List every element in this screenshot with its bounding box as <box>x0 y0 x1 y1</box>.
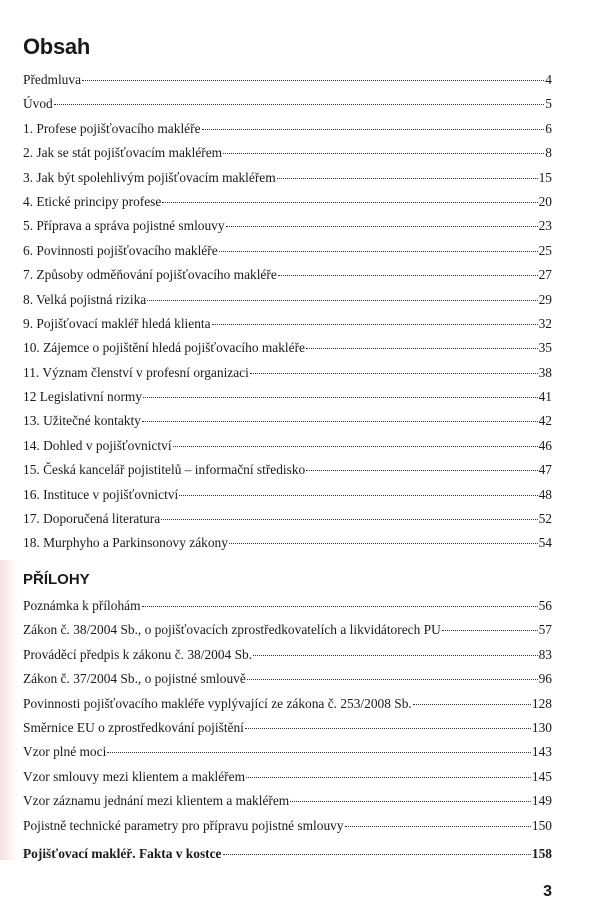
toc-entry-label: Vzor záznamu jednání mezi klientem a makléřem <box>23 793 290 809</box>
toc-entry-page: 23 <box>538 218 552 234</box>
summary-block <box>23 846 552 870</box>
toc-entry-label: 9. Pojišťovací makléř hledá klienta <box>23 315 211 331</box>
toc-entry-label: 15. Česká kancelář pojistitelů – informační středisko <box>23 462 306 478</box>
toc-entry[interactable] <box>23 292 552 316</box>
page-number: 3 <box>543 883 552 900</box>
toc-entry[interactable] <box>23 316 552 340</box>
toc-entry-summary[interactable] <box>23 846 552 870</box>
dot-leader <box>143 397 538 398</box>
dot-leader <box>142 421 538 422</box>
toc-entry-page: 41 <box>538 389 552 405</box>
toc-entry-label: Zákon č. 37/2004 Sb., o pojistné smlouvě <box>23 671 246 687</box>
dot-leader <box>162 202 537 203</box>
toc-entry[interactable] <box>23 121 552 145</box>
toc-entry-page: 5 <box>545 96 552 112</box>
toc-entry-label: 18. Murphyho a Parkinsonovy zákony <box>23 535 228 551</box>
toc-entry-label: Prováděcí předpis k zákonu č. 38/2004 Sb. <box>23 646 253 662</box>
dot-leader <box>246 777 531 778</box>
toc-entry-label: 16. Instituce v pojišťovnictví <box>23 486 179 502</box>
dot-leader <box>245 728 531 729</box>
toc-entry-page: 56 <box>538 598 552 613</box>
toc-entry-label: 17. Doporučená literatura <box>23 511 161 527</box>
dot-leader <box>179 495 537 496</box>
toc-entry[interactable] <box>23 72 552 96</box>
toc-entry-page: 46 <box>538 437 552 453</box>
toc-entry-label: 3. Jak být spolehlivým pojišťovacím makléřem <box>23 169 276 185</box>
page-title: Obsah <box>23 34 90 59</box>
toc-entry[interactable] <box>23 793 552 817</box>
table-of-contents <box>23 72 552 560</box>
toc-entry-page: 83 <box>538 646 552 662</box>
toc-entry[interactable] <box>23 511 552 535</box>
toc-entry-label: 11. Význam členství v profesní organizaci <box>23 364 249 380</box>
dot-leader <box>54 104 545 105</box>
toc-entry-page: 145 <box>531 768 552 784</box>
dot-leader <box>223 854 531 855</box>
dot-leader <box>290 801 531 802</box>
dot-leader <box>202 129 545 130</box>
toc-entry-page: 15 <box>538 169 552 185</box>
dot-leader <box>442 630 538 631</box>
toc-entry[interactable] <box>23 145 552 169</box>
dot-leader <box>278 275 538 276</box>
dot-leader <box>345 826 531 827</box>
toc-entry-page: 158 <box>531 846 552 861</box>
dot-leader <box>147 300 537 301</box>
dot-leader <box>223 153 544 154</box>
toc-entry[interactable] <box>23 720 552 744</box>
toc-entry-page: 128 <box>531 695 552 711</box>
toc-entry-page: 32 <box>538 315 552 331</box>
toc-entry[interactable] <box>23 340 552 364</box>
toc-entry-label: Směrnice EU o zprostředkování pojištění <box>23 719 244 735</box>
toc-entry-page: 42 <box>538 413 552 429</box>
toc-entry[interactable] <box>23 389 552 413</box>
toc-entry[interactable] <box>23 696 552 720</box>
toc-entry-page: 150 <box>531 817 552 833</box>
toc-entry[interactable] <box>23 413 552 437</box>
dot-leader <box>247 679 538 680</box>
toc-entry-page: 52 <box>538 511 552 527</box>
dot-leader <box>173 446 538 447</box>
dot-leader <box>82 80 544 81</box>
toc-entry[interactable] <box>23 365 552 389</box>
toc-entry-label: 5. Příprava a správa pojistné smlouvy <box>23 218 225 234</box>
toc-entry[interactable] <box>23 243 552 267</box>
toc-entry-label: 10. Zájemce o pojištění hledá pojišťovacího makléře <box>23 340 306 356</box>
toc-entry-label: Předmluva <box>23 72 82 87</box>
toc-entry[interactable] <box>23 535 552 559</box>
dot-leader <box>413 704 531 705</box>
toc-entry-label: Vzor plné moci <box>23 744 107 760</box>
toc-entry-label: 4. Etické principy profese <box>23 193 162 209</box>
toc-entry-label: Poznámka k přílohám <box>23 598 141 613</box>
toc-entry-label: 6. Povinnosti pojišťovacího makléře <box>23 242 218 258</box>
toc-entry-label: 8. Velká pojistná rizika <box>23 291 147 307</box>
toc-entry[interactable] <box>23 769 552 793</box>
toc-entry[interactable] <box>23 438 552 462</box>
toc-entry-page: 8 <box>545 145 552 161</box>
toc-entry-label: Pojišťovací makléř. Fakta v kostce <box>23 846 222 861</box>
toc-entry[interactable] <box>23 96 552 120</box>
toc-entry-label: Vzor smlouvy mezi klientem a makléřem <box>23 768 245 784</box>
toc-entry-page: 149 <box>531 793 552 809</box>
toc-entry[interactable] <box>23 671 552 695</box>
toc-entry-page: 35 <box>538 340 552 356</box>
dot-leader <box>226 226 538 227</box>
dot-leader <box>107 752 531 753</box>
toc-entry-label: Zákon č. 38/2004 Sb., o pojišťovacích zprostředkovatelích a likvidátorech PU <box>23 622 441 638</box>
dot-leader <box>253 655 538 656</box>
toc-entry-page: 57 <box>538 622 552 638</box>
toc-entry[interactable] <box>23 744 552 768</box>
toc-entry[interactable] <box>23 622 552 646</box>
toc-entry-label: Pojistně technické parametry pro přípravu pojistné smlouvy <box>23 817 344 833</box>
toc-entry-page: 143 <box>531 744 552 760</box>
appendix-heading: PŘÍLOHY <box>23 571 90 588</box>
toc-entry-page: 130 <box>531 719 552 735</box>
dot-leader <box>250 373 538 374</box>
dot-leader <box>229 543 538 544</box>
dot-leader <box>142 606 538 607</box>
toc-entry-page: 6 <box>545 120 552 136</box>
toc-entry[interactable] <box>23 647 552 671</box>
toc-entry[interactable] <box>23 462 552 486</box>
toc-entry-label: 7. Způsoby odměňování pojišťovacího makléře <box>23 267 277 283</box>
page-edge-tint <box>0 560 18 860</box>
dot-leader <box>212 324 538 325</box>
toc-entry-label: 12 Legislativní normy <box>23 389 143 405</box>
toc-entry-label: 13. Užitečné kontakty <box>23 413 141 429</box>
toc-entry-page: 27 <box>538 267 552 283</box>
toc-entry[interactable] <box>23 194 552 218</box>
toc-entry[interactable] <box>23 218 552 242</box>
toc-entry-page: 20 <box>538 193 552 209</box>
toc-entry[interactable] <box>23 267 552 291</box>
toc-entry-label: 1. Profese pojišťovacího makléře <box>23 120 201 136</box>
toc-entry-page: 48 <box>538 486 552 502</box>
toc-entry-page: 54 <box>538 535 552 551</box>
toc-entry-label: Úvod <box>23 96 53 112</box>
dot-leader <box>161 519 537 520</box>
dot-leader <box>277 178 538 179</box>
toc-entry[interactable] <box>23 598 552 622</box>
dot-leader <box>219 251 538 252</box>
dot-leader <box>306 348 538 349</box>
toc-entry-label: 14. Dohled v pojišťovnictví <box>23 437 172 453</box>
toc-entry-label: Povinnosti pojišťovacího makléře vyplývající ze zákona č. 253/2008 Sb. <box>23 695 412 711</box>
toc-entry[interactable] <box>23 487 552 511</box>
toc-entry[interactable] <box>23 170 552 194</box>
toc-entry-page: 47 <box>538 462 552 478</box>
toc-entry-page: 4 <box>545 72 552 87</box>
toc-entry-page: 96 <box>538 671 552 687</box>
toc-entry-label: 2. Jak se stát pojišťovacím makléřem <box>23 145 223 161</box>
toc-entry-page: 25 <box>538 242 552 258</box>
toc-entry[interactable] <box>23 818 552 842</box>
dot-leader <box>306 470 537 471</box>
appendix-list <box>23 598 552 842</box>
toc-entry-page: 29 <box>538 291 552 307</box>
toc-entry-page: 38 <box>538 364 552 380</box>
